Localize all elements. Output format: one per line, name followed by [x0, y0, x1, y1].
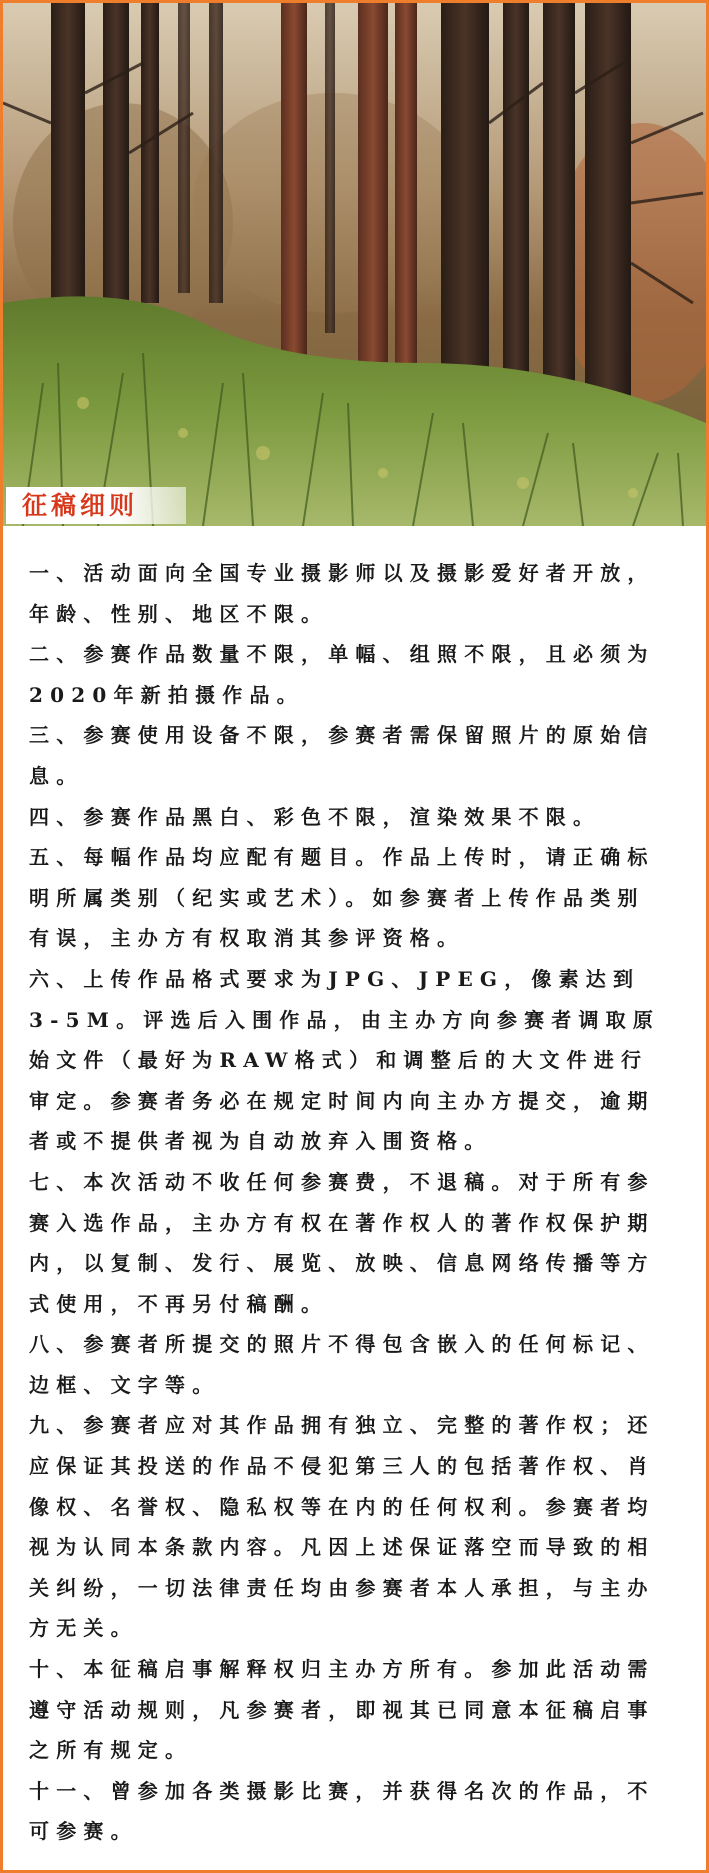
rule-3: 三、参赛使用设备不限，参赛者需保留照片的原始信息。: [29, 723, 655, 788]
rule-6: 六、上传作品格式要求为JPG、JPEG，像素达到3-5M。评选后入围作品，由主办方向参赛者调取原始文件（最好为RAW格式）和调整后的大文件进行审定。参赛者务必在规定时间内向主办方提交，逾期者或不提供者视为自动放弃入围资格。: [29, 966, 661, 1154]
rule-5: 五、每幅作品均应配有题目。作品上传时，请正确标明所属类别（纪实或艺术）。如参赛者上传作品类别有误，主办方有权取消其参评资格。: [29, 845, 655, 951]
rule-9: 九、参赛者应对其作品拥有独立、完整的著作权；还应保证其投送的作品不侵犯第三人的包括著作权、肖像权、名誉权、隐私权等在内的任何权利。参赛者均视为认同本条款内容。凡因上述保证落空而导致的相关纠纷，一切法律责任均由参赛者本人承担，与主办方无关。: [29, 1413, 655, 1641]
rule-7: 七、本次活动不收任何参赛费，不退稿。对于所有参赛入选作品，主办方有权在著作权人的著作权保护期内，以复制、发行、展览、放映、信息网络传播等方式使用，不再另付稿酬。: [29, 1169, 655, 1316]
section-title: 征稿细则: [22, 491, 139, 520]
rule-2: 二、参赛作品数量不限，单幅、组照不限，且必须为2020年新拍摄作品。: [29, 642, 655, 707]
rule-8: 八、参赛者所提交的照片不得包含嵌入的任何标记、边框、文字等。: [29, 1332, 655, 1397]
rule-4: 四、参赛作品黑白、彩色不限，渲染效果不限。: [29, 804, 601, 829]
rule-10: 十、本征稿启事解释权归主办方所有。参加此活动需遵守活动规则，凡参赛者，即视其已同意本征稿启事之所有规定。: [29, 1657, 655, 1763]
rule-11: 十一、曾参加各类摄影比赛，并获得名次的作品，不可参赛。: [29, 1778, 655, 1844]
rules-list: [29, 553, 669, 1852]
forest-illustration: [3, 3, 706, 526]
forest-photo: [3, 3, 706, 526]
section-tag: [6, 487, 186, 524]
rule-1: 一、活动面向全国专业摄影师以及摄影爱好者开放，年龄、性别、地区不限。: [29, 561, 655, 626]
